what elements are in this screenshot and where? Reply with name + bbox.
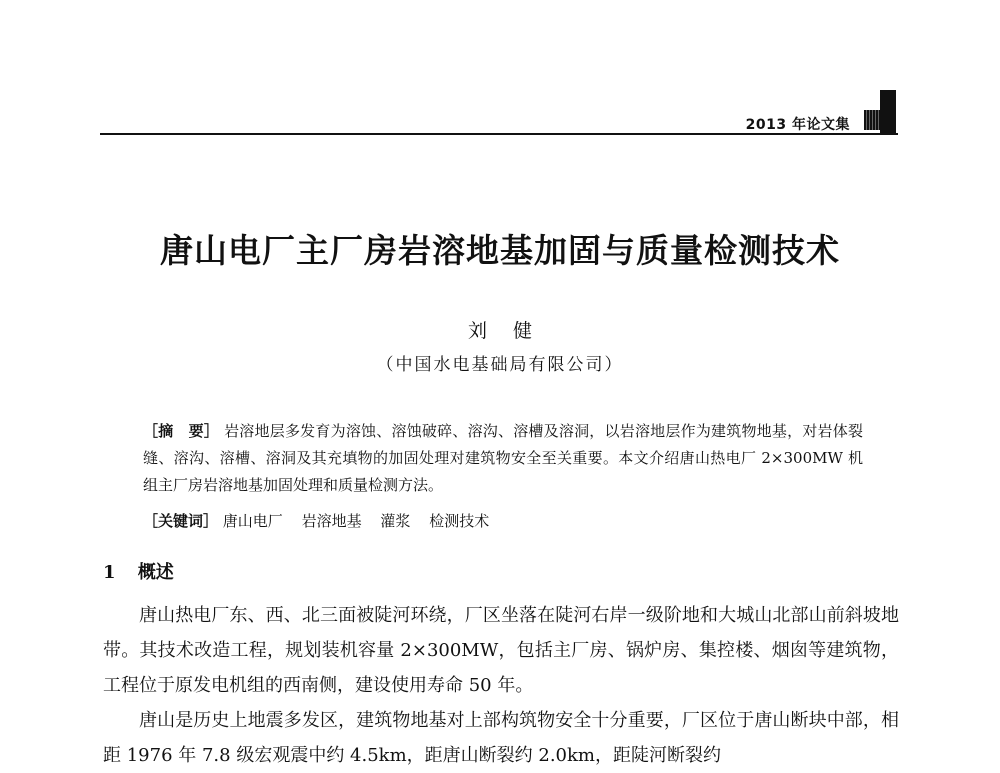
keyword-item: 灌浆	[380, 512, 411, 530]
keyword-item: 岩溶地基	[301, 512, 362, 530]
paragraph: 唐山是历史上地震多发区，建筑物地基对上部构筑物安全十分重要，厂区位于唐山断块中部，相距 1976 年 7.8 级宏观震中约 4.5km，距唐山断裂约 2.0km，距陡河断裂约	[103, 710, 899, 766]
author-name: 刘健	[467, 320, 558, 342]
section-title: 概述	[137, 562, 174, 583]
section-heading	[103, 558, 174, 584]
abstract-label: ［摘 要］	[143, 422, 220, 440]
keywords	[143, 508, 863, 535]
abstract	[143, 418, 863, 499]
keyword-item: 唐山电厂	[222, 512, 283, 530]
keyword-item: 检测技术	[429, 512, 490, 530]
paragraph: 唐山热电厂东、西、北三面被陡河环绕，厂区坐落在陡河右岸一级阶地和大城山北部山前斜坡地带。其技术改造工程，规划装机容量 2×300MW，包括主厂房、锅炉房、集控楼、烟囱等建筑物，工程位于原发电机组的西南侧，建设使用寿命 50 年。	[103, 605, 899, 696]
body-text	[103, 598, 899, 773]
header-tab-icon	[880, 90, 896, 134]
abstract-text: 岩溶地层多发育为溶蚀、溶蚀破碎、溶沟、溶槽及溶洞，以岩溶地层作为建筑物地基，对岩体裂缝、溶沟、溶槽、溶洞及其充填物的加固处理对建筑物安全至关重要。本文介绍唐山热电厂 2×300MW 机组主厂房岩溶地基加固处理和质量检测方法。	[143, 422, 863, 494]
affiliation: （中国水电基础局有限公司）	[376, 355, 624, 375]
keywords-label: ［关键词］	[143, 512, 219, 530]
header-text: 2013 年论文集	[745, 117, 850, 133]
section-number: 1	[103, 562, 116, 583]
paper-title: 唐山电厂主厂房岩溶地基加固与质量检测技术	[160, 231, 840, 270]
